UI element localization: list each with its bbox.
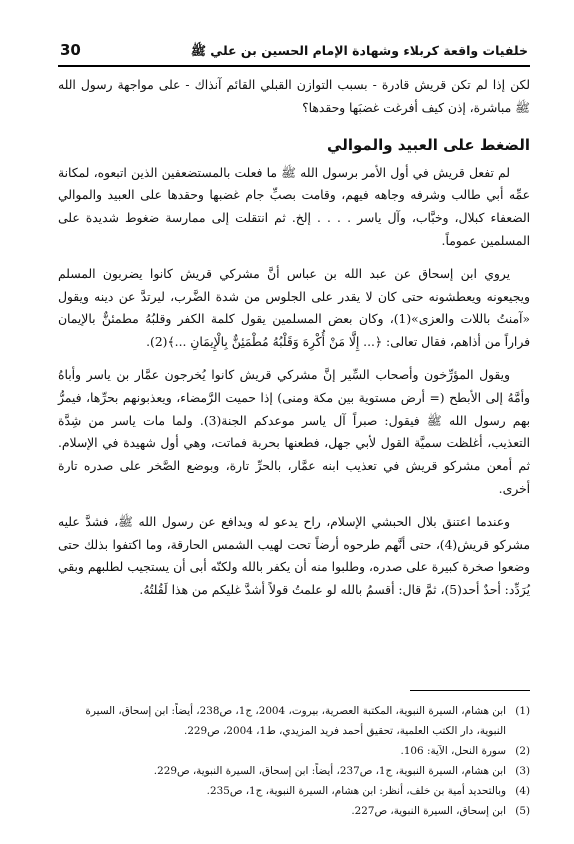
paragraph-3: ويقول المؤرِّخون وأصحاب السِّير إنَّ مشركي قريش كانوا يُخرجون عمَّار بن ياسر وأباهُ وأمَّهُ إلى الأبطح (= أرض مستوية بين مكة ومنى) إذا حميت الرَّمضاء، ويعذبونهم بحرِّها، فيمرُّ بهم رسول الله ﷺ فيقول: صبراً آل ياسر موعدكم الجنة(3). ولما مات ياسر من شِدَّة التعذيب، أغلظت سميَّة القول لأبي جهل، فطعنها بحربة فماتت، وهي أول شهيدة في الإسلام. ثم أمعن مشركو قريش في تعذيب ابنه عمَّار، بالحرِّ تارة، وبوضع الصَّخر على صدره تارة أخرى. <box>58 367 531 496</box>
footnote <box>58 781 530 801</box>
footnotes <box>58 690 530 821</box>
page-number: 30 <box>60 41 81 59</box>
footnote <box>58 801 530 821</box>
section-heading: الضغط على العبيد والموالي <box>327 135 530 154</box>
header-rule <box>58 65 530 67</box>
footnote <box>58 741 530 761</box>
footnote-number: (3) <box>515 765 530 777</box>
footnote-number: (1) <box>515 705 530 717</box>
page-header <box>58 37 530 67</box>
paragraph-2: يروي ابن إسحاق عن عبد الله بن عباس أنَّ مشركي قريش كانوا يضربون المسلم ويجيعونه ويعطشونه حتى كان لا يقدر على الجلوس من شدة الضَّرب، ليرتدَّ عن دينه ويقول «آمنتُ باللات والعزى»(1)، وكان بعض المسلمين يقول كلمة الكفر وقلبُهُ مطمئنٌّ بالإيمان فراراً من أذاهم، فقال تعالى: ﴿... إِلَّا مَنْ أُكْرِهَ وَقَلْبُهُ مُطْمَئِنٌّ بِالْإِيمَانِ ...﴾(2). <box>58 266 530 350</box>
footnote-text: سورة النحل، الآية: 106. <box>400 745 506 757</box>
paragraph-1: لم تفعل قريش في أول الأمر برسول الله ﷺ ما فعلت بالمستضعفين الذين اتبعوه، لمكانة عمِّه أبي طالب وشرفه وجاهه فيهم، وقامت بصبِّ جام غضبها وحقدها على العبيد والموالي الضعفاء كبلال، وخبَّاب، وآل ياسر . . . . إلخ. ثم انتقلت إلى ممارسة ضغوط شديدة على المسلمين عموماً. <box>58 165 530 248</box>
footnote <box>58 761 530 781</box>
footnote-number: (2) <box>515 745 530 757</box>
footnote-number: (4) <box>515 785 530 797</box>
footnote-text: ابن هشام، السيرة النبوية، المكتبة العصرية، بيروت، 2004، ج1، ص238، أيضاً: ابن إسحاق، السيرة النبوية، دار الكتب العلمية، تحقيق أحمد فريد المزيدي، ط1، 2004، ص229. <box>85 705 506 737</box>
footnote-rule <box>410 690 530 691</box>
running-title: خلفيات واقعة كربلاء وشهادة الإمام الحسين بن علي ﷺ <box>190 43 528 58</box>
paragraph-4: وعندما اعتنق بلال الحبشي الإسلام، راح يدعو له ويدافع عن رسول الله ﷺ، فشدَّ عليه مشركو قريش(4)، حتى أنَّهم طرحوه أرضاً تحت لهيب الشمس الحارقة، وما اكتفوا بذلك حتى وضعوا صخرة كبيرة على صدره، وطلبوا منه أن يكفر بالله ولكنّه أبى أن يستجيب لطلبهم وبقي يُرَدِّد: أحدٌ أحد(5)، ثمَّ قال: أقسمُ بالله لو علمتُ قولاً أشدَّ غليكم من هذا لَقُلتُهُ. <box>58 514 530 598</box>
footnote-text: ابن إسحاق، السيرة النبوية، ص227. <box>351 805 506 817</box>
page-body <box>58 74 530 602</box>
footnote-text: وبالتحديد أمية بن خلف، أنظر: ابن هشام، السيرة النبوية، ج1، ص235. <box>206 785 506 797</box>
footnote-text: ابن هشام، السيرة النبوية، ج1، ص237، أيضاً: ابن إسحاق، السيرة النبوية، ص229. <box>153 765 506 777</box>
footnote-number: (5) <box>515 805 530 817</box>
intro-paragraph: لكن إذا لم تكن قريش قادرة - بسبب التوازن القبلي القائم آنذاك - على مواجهة رسول الله ﷺ مباشرة، إذن كيف أفرغت غضبَها وحقدها؟ <box>58 78 530 115</box>
footnote <box>58 701 530 741</box>
